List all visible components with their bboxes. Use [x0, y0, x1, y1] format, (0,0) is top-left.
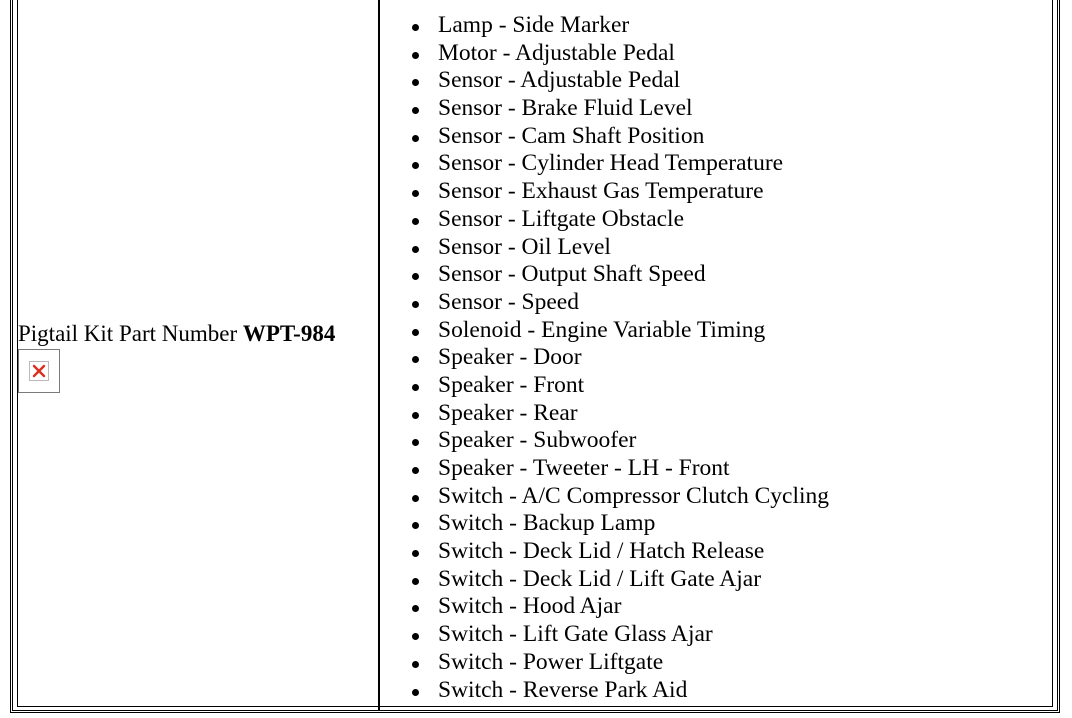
- bullet-icon: [412, 384, 419, 391]
- bullet-icon: [412, 190, 419, 197]
- list-item: [412, 400, 829, 428]
- list-item: [412, 483, 829, 511]
- part-number: WPT-984: [242, 321, 336, 346]
- broken-image-icon: [18, 349, 60, 393]
- list-item: [412, 593, 829, 621]
- list-item-label: Sensor - Oil Level: [438, 233, 611, 260]
- list-item: [412, 621, 829, 649]
- bullet-icon: [412, 689, 419, 696]
- list-item: [412, 40, 829, 68]
- list-item: [412, 12, 829, 40]
- bullet-icon: [412, 79, 419, 86]
- pigtail-kit-cell: [18, 319, 368, 393]
- bullet-icon: [412, 633, 419, 640]
- list-item-label: Speaker - Tweeter - LH - Front: [438, 455, 730, 481]
- bullet-icon: [412, 605, 419, 612]
- list-item-label: Switch - Deck Lid / Lift Gate Ajar: [438, 565, 762, 592]
- list-item: [412, 344, 829, 372]
- list-item: [412, 234, 829, 262]
- list-item-label: Lamp - Side Marker: [438, 12, 630, 38]
- list-item-label: Speaker - Door: [438, 344, 582, 371]
- column-divider: [378, 0, 380, 710]
- list-item-label: Sensor - Brake Fluid Level: [438, 95, 693, 122]
- list-item-label: Speaker - Rear: [438, 399, 578, 426]
- list-item-label: Solenoid - Engine Variable Timing: [438, 316, 766, 343]
- list-item-label: Switch - Hood Ajar: [438, 593, 622, 620]
- bullet-icon: [412, 301, 419, 308]
- pigtail-kit-title: [18, 319, 368, 349]
- list-item-label: Sensor - Adjustable Pedal: [438, 67, 681, 94]
- list-item-label: Speaker - Front: [438, 371, 585, 398]
- bullet-icon: [412, 162, 419, 169]
- bullet-icon: [412, 24, 419, 31]
- list-item: [412, 538, 829, 566]
- bullet-icon: [412, 661, 419, 668]
- list-item-label: Sensor - Exhaust Gas Temperature: [438, 178, 764, 205]
- list-item: [412, 317, 829, 345]
- list-item-label: Switch - Deck Lid / Hatch Release: [438, 538, 765, 565]
- bullet-icon: [412, 329, 419, 336]
- bullet-icon: [412, 412, 419, 419]
- list-item: [412, 123, 829, 151]
- list-item-label: Sensor - Cylinder Head Temperature: [438, 150, 784, 177]
- bullet-icon: [412, 550, 419, 557]
- bullet-icon: [412, 522, 419, 529]
- list-item: [412, 289, 829, 317]
- bullet-icon: [412, 356, 419, 363]
- list-item-label: Sensor - Cam Shaft Position: [438, 122, 705, 149]
- component-list: [412, 12, 829, 704]
- list-item: [412, 178, 829, 206]
- list-item-label: Switch - A/C Compressor Clutch Cycling: [438, 482, 830, 509]
- bullet-icon: [412, 52, 419, 59]
- list-item: [412, 677, 829, 705]
- list-item-label: Sensor - Speed: [438, 288, 579, 315]
- table-inner-border-bottom: [17, 706, 1053, 707]
- list-item: [412, 95, 829, 123]
- table-inner-border-right: [1052, 0, 1053, 707]
- list-item: [412, 510, 829, 538]
- bullet-icon: [412, 135, 419, 142]
- list-item: [412, 455, 829, 483]
- list-item-label: Speaker - Subwoofer: [438, 427, 637, 454]
- bullet-icon: [412, 218, 419, 225]
- bullet-icon: [412, 495, 419, 502]
- list-item-label: Sensor - Output Shaft Speed: [438, 261, 706, 288]
- list-item-label: Switch - Lift Gate Glass Ajar: [438, 621, 713, 648]
- bullet-icon: [412, 439, 419, 446]
- list-item-label: Switch - Backup Lamp: [438, 510, 656, 537]
- list-item-label: Motor - Adjustable Pedal: [438, 39, 675, 66]
- list-item: [412, 67, 829, 95]
- pigtail-kit-label: Pigtail Kit Part Number: [18, 321, 238, 346]
- bullet-icon: [412, 467, 419, 474]
- bullet-icon: [412, 578, 419, 585]
- list-item-label: Switch - Reverse Park Aid: [438, 676, 688, 703]
- list-item: [412, 150, 829, 178]
- list-item: [412, 649, 829, 677]
- list-item: [412, 372, 829, 400]
- list-item: [412, 427, 829, 455]
- bullet-icon: [412, 107, 419, 114]
- list-item-label: Switch - Power Liftgate: [438, 648, 664, 675]
- bullet-icon: [412, 246, 419, 253]
- list-item: [412, 261, 829, 289]
- list-item: [412, 566, 829, 594]
- bullet-icon: [412, 273, 419, 280]
- list-item-label: Sensor - Liftgate Obstacle: [438, 205, 685, 232]
- list-item: [412, 206, 829, 234]
